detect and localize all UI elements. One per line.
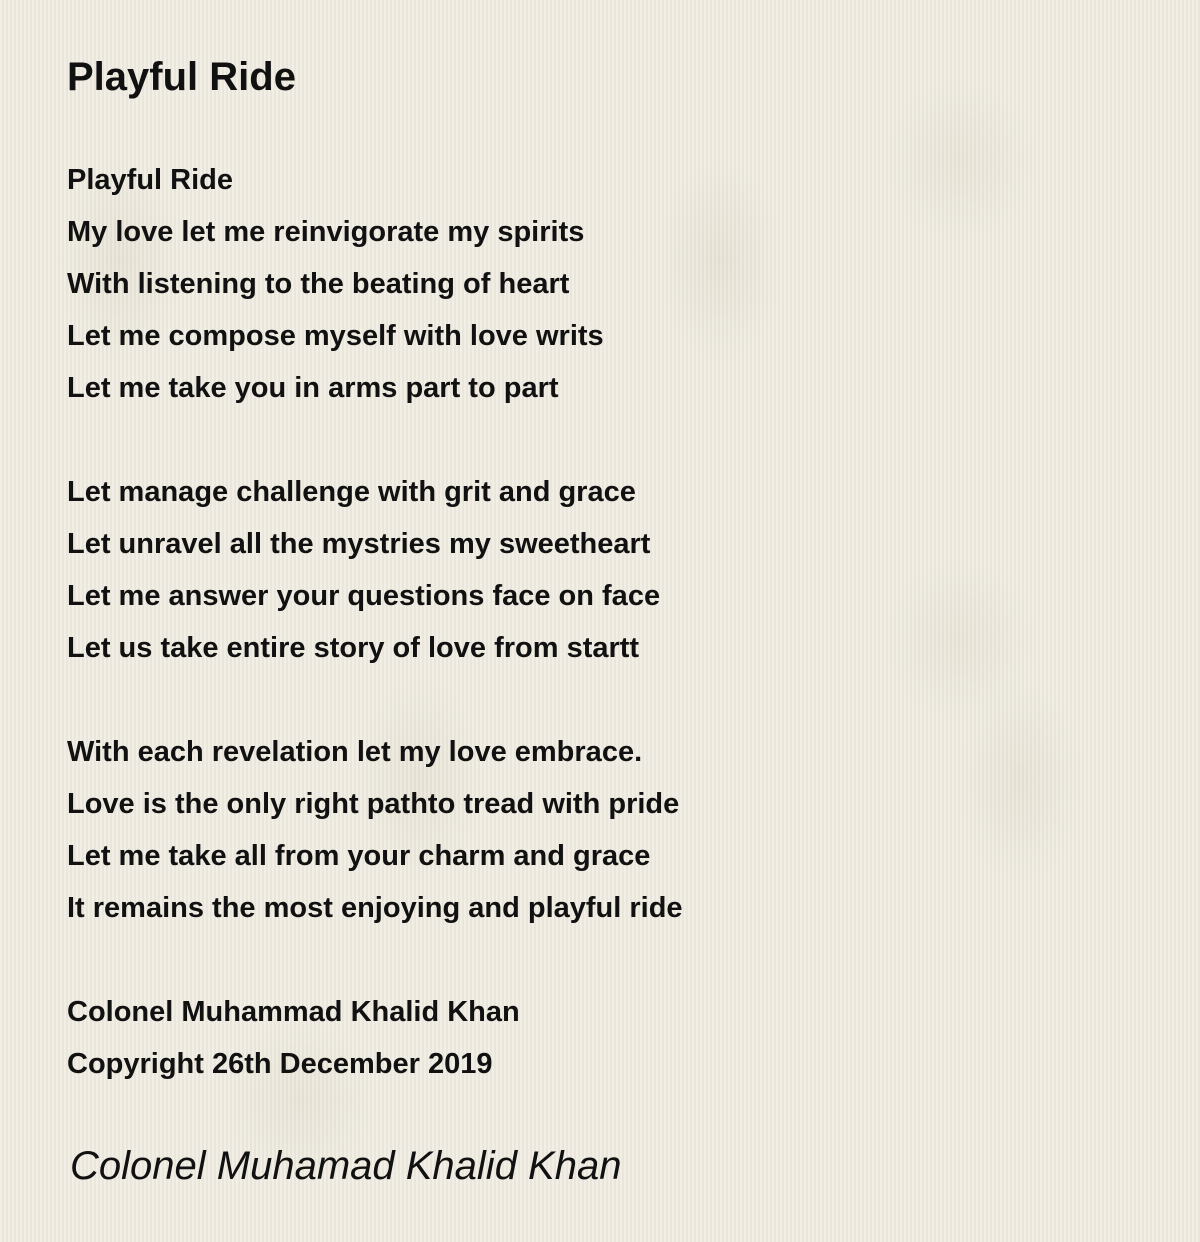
poem-line: Let us take entire story of love from startt	[67, 632, 640, 664]
poem-line: Let manage challenge with grit and grace	[67, 476, 636, 508]
poem-line: Let me take all from your charm and grace	[67, 840, 651, 872]
poem-line: Let unravel all the mystries my sweetheart	[67, 528, 651, 560]
poem-line: It remains the most enjoying and playful ride	[67, 892, 683, 924]
poem-line: Let me compose myself with love writs	[67, 320, 604, 352]
stanza-break	[67, 414, 1160, 466]
poem-body	[67, 154, 1160, 1090]
poem-author: Colonel Muhammad Khalid Khan	[67, 996, 520, 1028]
poem-copyright: Copyright 26th December 2019	[67, 1048, 493, 1080]
poem-line: Love is the only right pathto tread with pride	[67, 788, 680, 820]
poem-line: With listening to the beating of heart	[67, 268, 570, 300]
stanza-break	[67, 674, 1160, 726]
stanza-break	[67, 934, 1160, 986]
poem-line: Let me take you in arms part to part	[67, 372, 559, 404]
author-signature: Colonel Muhamad Khalid Khan	[70, 1144, 622, 1188]
poem-line: With each revelation let my love embrace.	[67, 736, 643, 768]
poem-container	[67, 50, 1160, 1090]
poem-title: Playful Ride	[67, 55, 296, 99]
poem-line: Let me answer your questions face on face	[67, 580, 661, 612]
poem-heading-line: Playful Ride	[67, 164, 233, 196]
poem-line: My love let me reinvigorate my spirits	[67, 216, 585, 248]
